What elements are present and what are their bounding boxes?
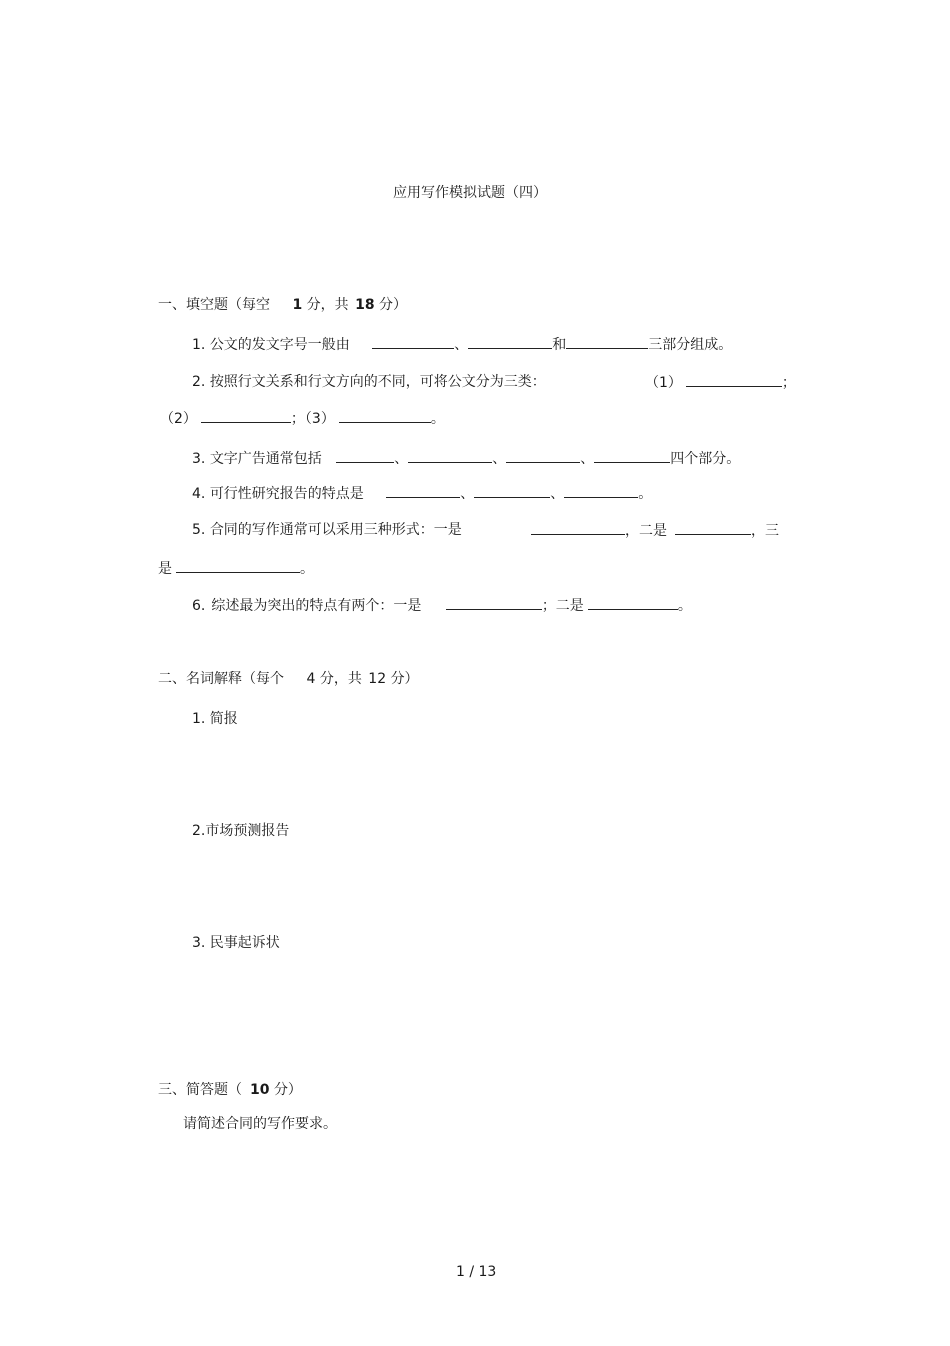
- question-1-2-part1: [645, 373, 796, 392]
- answer-blank[interactable]: [446, 596, 542, 610]
- question-1-6: [192, 596, 692, 615]
- question-1-2: [192, 373, 546, 391]
- question-1-1: [192, 335, 732, 354]
- separator: ；（3）: [290, 411, 335, 427]
- question-text: 按照行文关系和行文方向的不同，可将公文分为三类：: [209, 374, 546, 390]
- section-2-pre: 二、名词解释（每个: [158, 671, 284, 687]
- separator: 、: [492, 451, 507, 467]
- question-number: 6.: [192, 598, 206, 614]
- answer-blank[interactable]: [201, 409, 291, 423]
- separator: 、: [454, 337, 469, 353]
- question-number: 4.: [192, 486, 206, 502]
- section-1-mid: 分，共: [306, 297, 349, 313]
- section-1-post: 分）: [379, 297, 408, 313]
- question-text: 文字广告通常包括: [209, 451, 322, 467]
- question-number: 1.: [192, 337, 206, 353]
- question-1-3: [192, 449, 740, 468]
- question-text: 综述最为突出的特点有两个：一是: [211, 598, 422, 614]
- term-item: 3. 民事起诉状: [192, 935, 280, 951]
- section-1-header: [158, 296, 407, 314]
- term-item: 1. 简报: [192, 711, 238, 727]
- question-number: 3.: [192, 451, 206, 467]
- section-1-points-each: 1: [292, 297, 303, 313]
- answer-blank[interactable]: [336, 449, 394, 463]
- question-end: 。: [300, 561, 314, 577]
- question-mid: ；二是: [541, 598, 584, 614]
- answer-blank[interactable]: [506, 449, 580, 463]
- section-3-points: 10: [250, 1082, 270, 1098]
- section-1-pre: 一、填空题（每空: [158, 297, 270, 313]
- section-1-points-total: 18: [355, 297, 375, 313]
- section-3-post: 分）: [273, 1082, 302, 1098]
- question-1-5: [192, 521, 462, 539]
- answer-blank[interactable]: [675, 521, 751, 535]
- question-number: 2.: [192, 374, 206, 390]
- question-mid: ，二是: [625, 523, 667, 539]
- question-1-4: [192, 484, 652, 503]
- answer-blank[interactable]: [176, 559, 300, 573]
- question-text: 公文的发文字号一般由: [209, 337, 350, 353]
- question-end: 四个部分。: [670, 451, 741, 467]
- question-text: 是: [158, 561, 172, 577]
- separator: 、: [580, 451, 595, 467]
- separator: 、: [394, 451, 409, 467]
- question-text: 合同的写作通常可以采用三种形式：一是: [209, 522, 462, 538]
- question-number: 5.: [192, 522, 206, 538]
- separator: 和: [552, 337, 567, 353]
- part-label: （2）: [160, 411, 197, 427]
- question-1-5-cont: [531, 521, 779, 540]
- question-end: 。: [677, 598, 692, 614]
- answer-blank[interactable]: [386, 484, 460, 498]
- answer-blank[interactable]: [588, 596, 678, 610]
- separator: ；: [781, 375, 796, 391]
- answer-blank[interactable]: [339, 409, 431, 423]
- question-end: 。: [638, 486, 653, 502]
- part-label: （1）: [645, 375, 682, 391]
- section-3-header: [158, 1081, 302, 1099]
- answer-blank[interactable]: [566, 335, 648, 349]
- section-2-header: [158, 670, 419, 688]
- section-2-points-total: 12: [368, 671, 387, 687]
- page-number: 1 / 13: [456, 1264, 497, 1280]
- section-2-mid: 分，共: [319, 671, 362, 687]
- section-3-pre: 三、简答题（: [158, 1082, 242, 1098]
- answer-blank[interactable]: [564, 484, 638, 498]
- term-item: 2.市场预测报告: [192, 823, 290, 839]
- answer-blank[interactable]: [408, 449, 492, 463]
- answer-blank[interactable]: [594, 449, 670, 463]
- answer-blank[interactable]: [468, 335, 552, 349]
- section-2-points-each: 4: [306, 671, 316, 687]
- question-end: 三部分组成。: [648, 337, 733, 353]
- question-mid: ，三: [751, 523, 779, 539]
- separator: 、: [550, 486, 565, 502]
- question-1-5-line2: [158, 559, 314, 578]
- section-3-question: 请简述合同的写作要求。: [183, 1116, 337, 1132]
- section-2-post: 分）: [390, 671, 419, 687]
- answer-blank[interactable]: [686, 373, 782, 387]
- answer-blank[interactable]: [474, 484, 550, 498]
- page-title: 应用写作模拟试题（四）: [393, 185, 547, 201]
- answer-blank[interactable]: [372, 335, 454, 349]
- question-text: 可行性研究报告的特点是: [209, 486, 364, 502]
- separator: 、: [460, 486, 475, 502]
- answer-blank[interactable]: [531, 521, 625, 535]
- question-end: 。: [430, 411, 445, 427]
- question-1-2-line2: [160, 409, 445, 428]
